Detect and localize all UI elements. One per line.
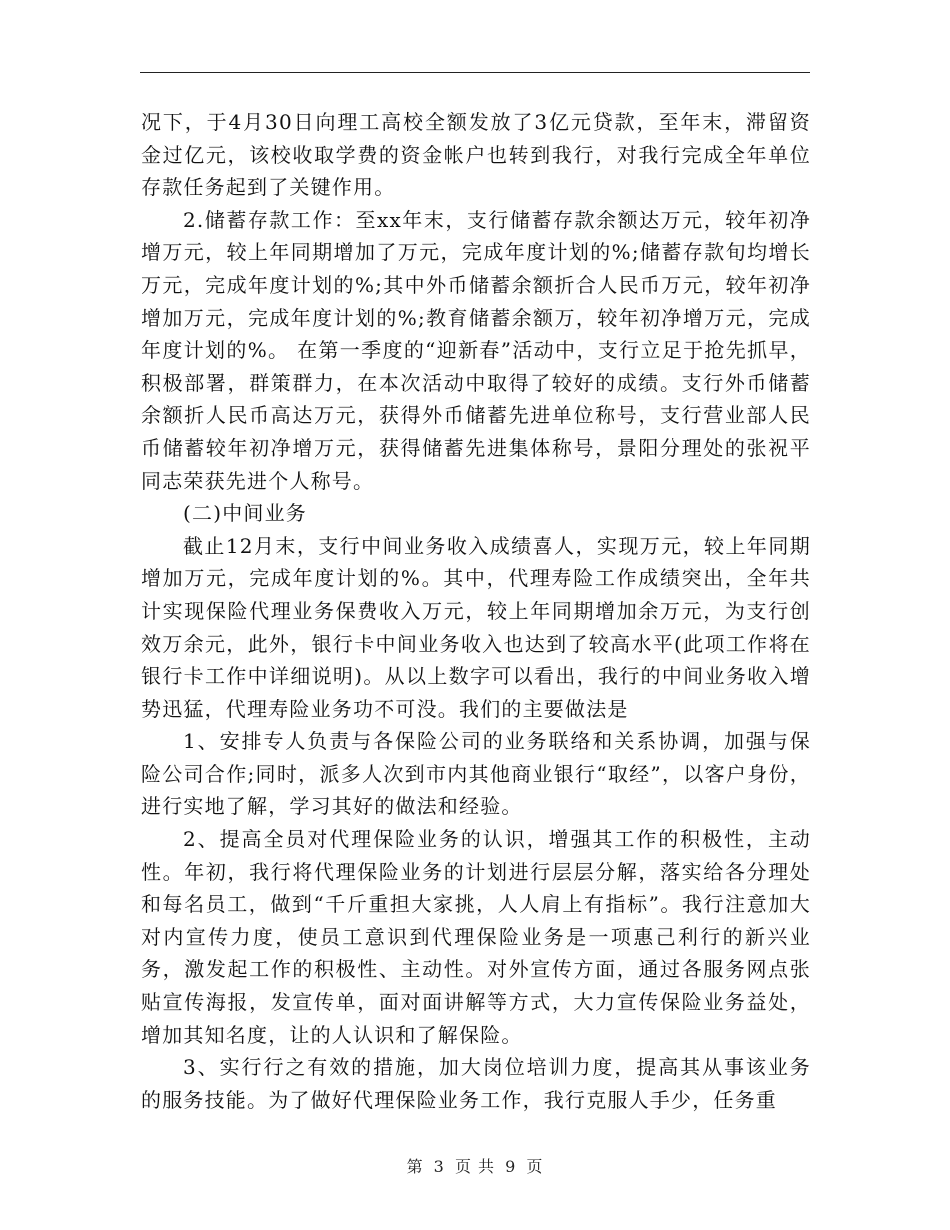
paragraph-continuation: 况下，于4月30日向理工高校全额发放了3亿元贷款，至年末，滞留资金过亿元，该校收取学费的资金帐户也转到我行，对我行完成全年单位存款任务起到了关键作用。 — [141, 110, 811, 200]
page-number: 3 — [433, 1157, 445, 1176]
paragraph-intermediary-income: 截止12月末，支行中间业务收入成绩喜人，实现万元，较上年同期增加万元，完成年度计划的%。其中，代理寿险工作成绩突出，全年共计实现保险代理业务保费收入万元，较上年同期增加余万元，为支行创效万余元，此外，银行卡中间业务收入也达到了较高水平(此项工作将在银行卡工作中详细说明)。从以上数字可以看出，我行的中间业务收入增势迅猛，代理寿险业务功不可没。我们的主要做法是 — [141, 533, 811, 721]
page-footer — [0, 1154, 950, 1177]
paragraph-item-1: 1、安排专人负责与各保险公司的业务联络和关系协调，加强与保险公司合作;同时，派多人次到市内其他商业银行“取经”，以客户身份，进行实地了解，学习其好的做法和经验。 — [141, 729, 811, 819]
footer-middle: 页 共 — [454, 1157, 496, 1176]
section-heading-intermediary-business: (二)中间业务 — [183, 501, 308, 526]
paragraph-item-3: 3、实行行之有效的措施，加大岗位培训力度，提高其从事该业务的服务技能。为了做好代理保险业务工作，我行克服人手少，任务重 — [141, 1055, 811, 1112]
footer-suffix: 页 — [526, 1157, 544, 1176]
paragraph-savings-deposits: 2.储蓄存款工作：至xx年末，支行储蓄存款余额达万元，较年初净增万元，较上年同期增加了万元，完成年度计划的%;储蓄存款旬均增长万元，完成年度计划的%;其中外币储蓄余额折合人民币万元，较年初净增加万元，完成年度计划的%;教育储蓄余额万，较年初净增万元，完成年度计划的%。 在第一季度的“迎新春”活动中，支行立足于抢先抓早，积极部署，群策群力，在本次活动中取得了较好的成绩。支行外币储蓄余额折人民币高达万元，获得外币储蓄先进单位称号，支行营业部人民币储蓄较年初净增万元，获得储蓄先进集体称号，景阳分理处的张祝平同志荣获先进个人称号。 — [141, 207, 811, 493]
paragraph-item-2: 2、提高全员对代理保险业务的认识，增强其工作的积极性，主动性。年初，我行将代理保险业务的计划进行层层分解，落实给各分理处和每名员工，做到“千斤重担大家挑，人人肩上有指标”。我行注意加大对内宣传力度，使员工意识到代理保险业务是一项惠己利行的新兴业务，激发起工作的积极性、主动性。对外宣传方面，通过各服务网点张贴宣传海报，发宣传单，面对面讲解等方式，大力宣传保险业务益处，增加其知名度，让的人认识和了解保险。 — [141, 827, 811, 1047]
document-body — [141, 106, 811, 1116]
header-rule — [140, 72, 810, 73]
page-total: 9 — [505, 1157, 517, 1176]
footer-prefix: 第 — [406, 1157, 424, 1176]
